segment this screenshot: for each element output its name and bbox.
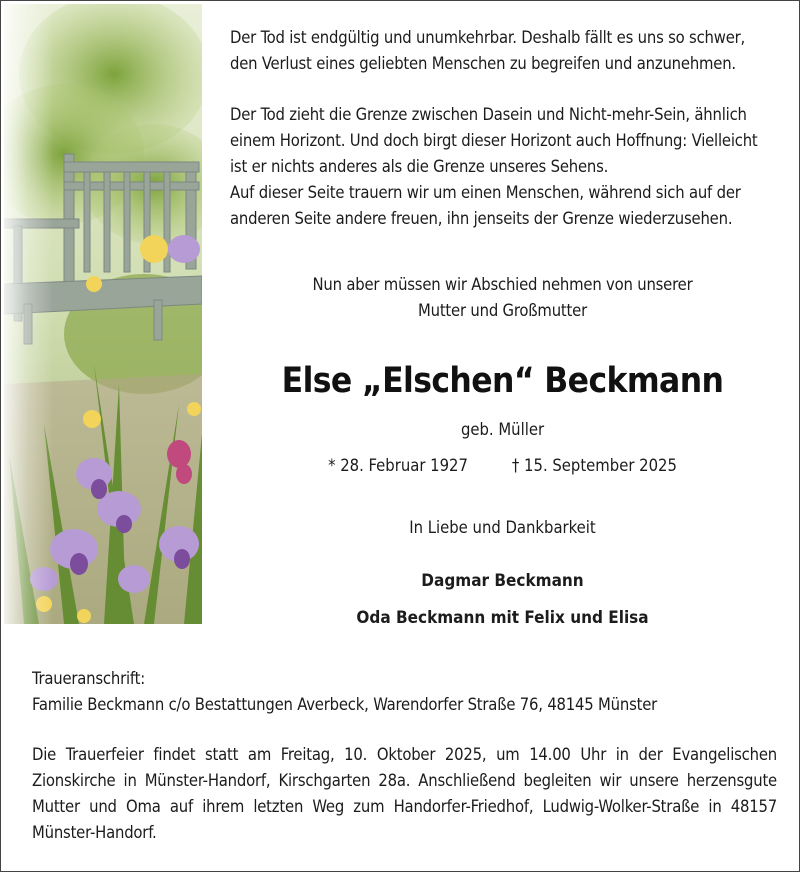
deceased-name: Else „Elschen“ Beckmann — [281, 361, 724, 401]
garden-bench-photo — [4, 4, 202, 624]
mourner-name: Oda Beckmann mit Felix und Elisa — [356, 608, 649, 628]
intro-paragraph: Der Tod zieht die Grenze zwischen Dasein und Nicht-mehr-Sein, ähnlich einem Horizont. Und doch birgt dieser Horizont auch Hoffnung: Vielleicht ist er nichts anderes als die Grenze unseres Sehens. Auf dieser Seite trauern wir um einen Menschen, während sich auf der anderen Seite andere freuen, ihn jenseits der Grenze wiederzusehen. — [230, 105, 758, 228]
birth-date: * 28. Februar 1927 — [328, 456, 468, 475]
birth-name: geb. Müller — [460, 420, 545, 439]
intro-text — [230, 25, 775, 232]
address-label: Traueranschrift: — [32, 669, 146, 688]
address-text: Familie Beckmann c/o Bestattungen Averbeck, Warendorfer Straße 76, 48145 Münster — [32, 695, 658, 714]
funeral-service-info: Die Trauerfeier findet statt am Freitag, 10. Oktober 2025, um 14.00 Uhr in der Evangelischen Zionskirche in Münster-Handorf, Kirschgarten 28a. Anschließend begleiten wir unsere herzensgute Mutter und Oma auf ihrem letzten Weg zum Handorfer-Friedhof, Ludwig-Wolker-Straße in 48157 Münster-Handorf. — [32, 745, 777, 842]
mourning-address — [32, 666, 772, 718]
mourner-name: Dagmar Beckmann — [421, 571, 584, 591]
intro-paragraph: Der Tod ist endgültig und unumkehrbar. Deshalb fällt es uns so schwer, den Verlust eines geliebten Menschen zu begreifen und anzunehmen. — [230, 28, 746, 73]
death-date: † 15. September 2025 — [511, 456, 677, 475]
life-dates — [230, 453, 775, 479]
closing-phrase: In Liebe und Dankbarkeit — [409, 518, 596, 537]
farewell-lead: Nun aber müssen wir Abschied nehmen von unserer Mutter und Großmutter — [312, 275, 693, 320]
